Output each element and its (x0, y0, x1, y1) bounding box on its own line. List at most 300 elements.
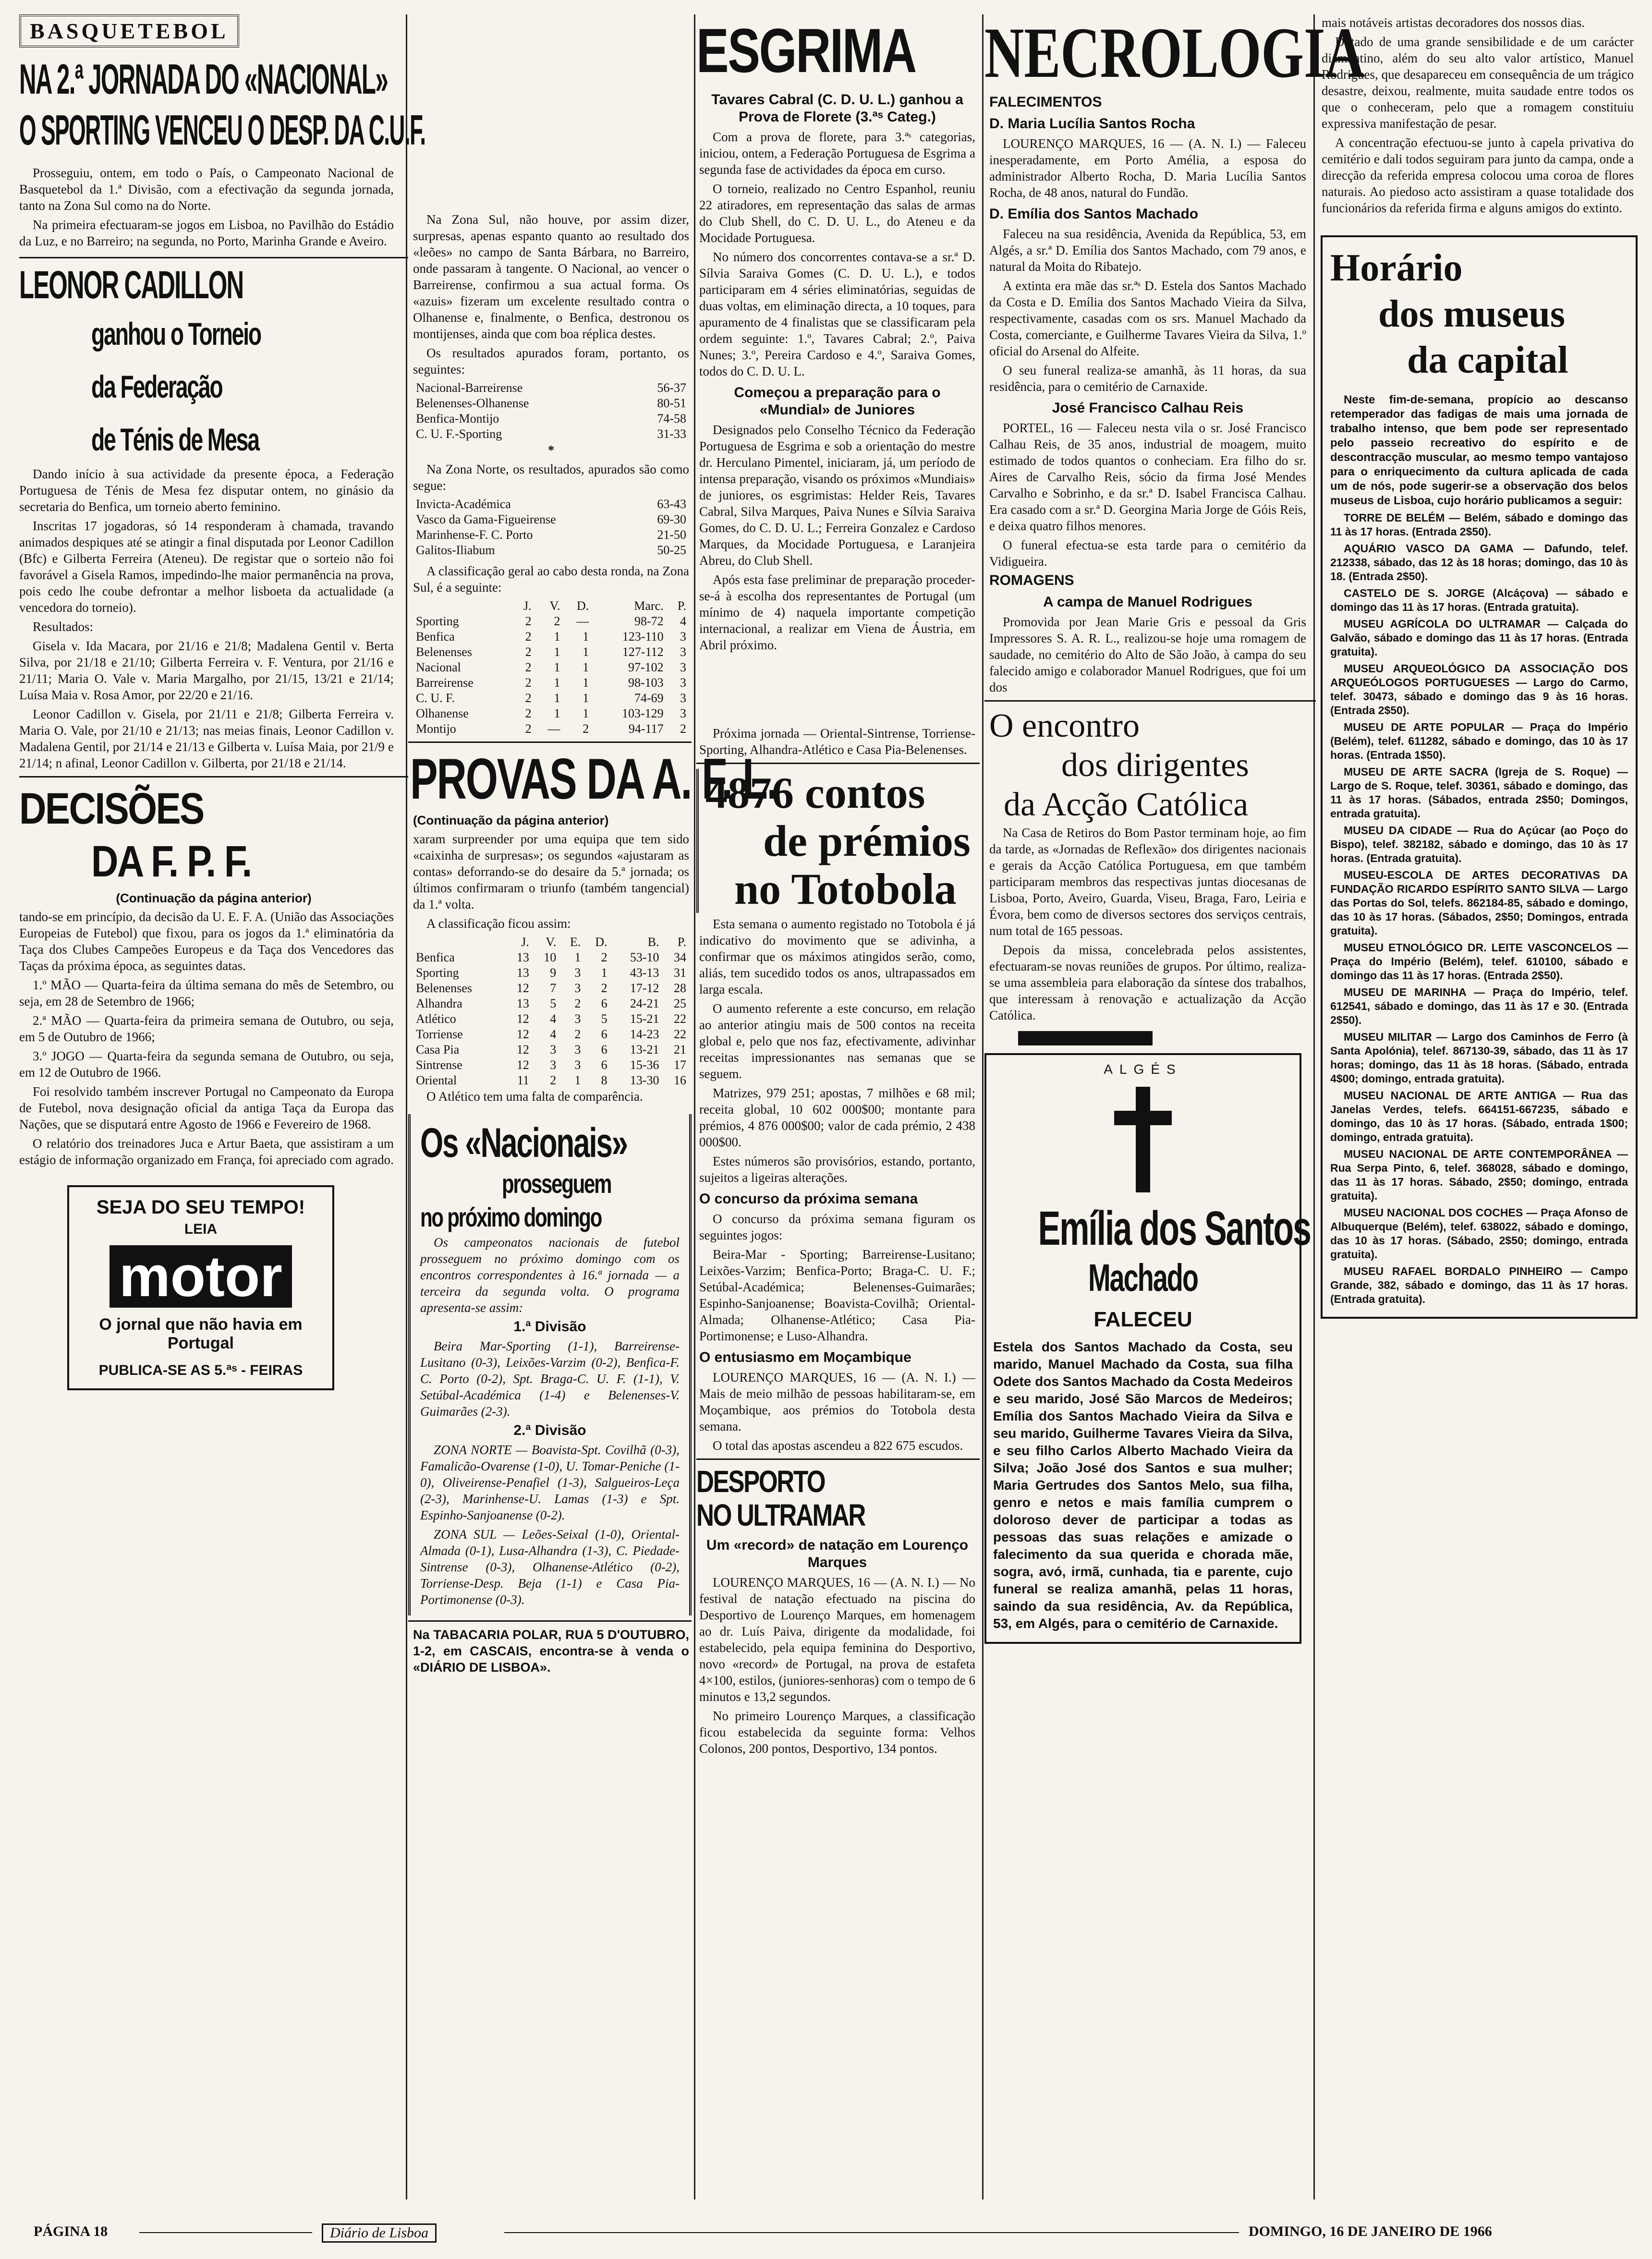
cross-icon (1114, 1087, 1172, 1192)
table-cell: 2 (574, 996, 581, 1010)
article-paragraph: Promovida por Jean Marie Gris e pessoal da Gris Impressores S. A. R. L., realizou-se hoje uma romagem de saudade, no cemitério do Alto de São João, à campa do seu falecido amigo e colaborador Manuel Rodrigues, que foi um dos (989, 615, 1306, 694)
article-paragraph: O funeral efectua-se esta tarde para o cemitério da Vidigueira. (989, 538, 1306, 569)
page-number: PÁGINA 18 (34, 2223, 108, 2239)
article-paragraph: tando-se em princípio, da decisão da U. E. F. A. (União das Associações Europeias de Futebol) que fixou, para os jogos da 1.ª eliminatória da Taça dos Clubes Campeões Europeus e da Taça dos Vencedores das Taças da próxima época, as seguintes datas. (19, 910, 394, 973)
obituary-text: Estela dos Santos Machado da Costa, seu marido, Manuel Machado da Costa, sua filha Odete dos Santos Machado da Costa Medeiros e seu marido, José São Marcos de Medeiros; Emília dos Santos Machado Vieira da Silva e seu marido, Guilherme Tavares Vieira da Silva, e seu filho Carlos Alberto Machado Vieira da Silva; João José dos Santos e sua mulher; Maria Gertrudes dos Santos Melo, sua filha, genro e netos e mais família cumprem o doloroso dever de participar a todas as pessoas das suas relações e amizade o falecimento da sua querida e chorada mãe, sogra, avó, irmã, cunhada, tia e parente, cujo funeral se realiza amanhã, pelas 11 horas, saindo da sua residência, Av. da República, 53, em Algés, para o cemitério de Carnaxide. (993, 1339, 1293, 1631)
tabacaria-notice: Na TABACARIA POLAR, RUA 5 D'OUTUBRO, 1-2, em CASCAIS, encontra-se à venda o «DIÁRIO DE LISBOA». (413, 1627, 689, 1675)
mundial-subhead: Começou a preparação para o «Mundial» de Juniores (734, 385, 941, 418)
match-score: 74-58 (657, 412, 686, 425)
table-cell: 2 (525, 691, 532, 705)
table-cell: 2 (601, 981, 607, 995)
motor-logo: motor (109, 1245, 292, 1308)
article-paragraph: O total das apostas ascendeu a 822 675 escudos. (713, 1438, 963, 1453)
table-cell: 6 (601, 1043, 607, 1057)
romagens-label: ROMAGENS (989, 572, 1074, 588)
article-paragraph: Matrizes, 979 251; apostas, 7 milhões e 68 mil; receita global, 10 602 000$00; montante para prémios, 4 876 000$00; valor de cada prémio, 2 438 000$00. (699, 1086, 975, 1149)
afl-classification-table (413, 935, 689, 1088)
mocambique-subhead: O entusiasmo em Moçambique (699, 1349, 911, 1365)
table-cell: Casa Pia (416, 1043, 460, 1057)
table-cell: 15-21 (630, 1012, 659, 1026)
match-score: 80-51 (657, 396, 686, 410)
obituary-name: D. Maria Lucília Santos Rocha (989, 116, 1195, 132)
result-row (413, 426, 689, 442)
nacionais-subhead: prosseguem (502, 1168, 611, 1199)
result-row (413, 543, 689, 558)
column-museums (1316, 14, 1642, 1319)
table-row (413, 1011, 689, 1027)
article-paragraph: Os campeonatos nacionais de futebol prosseguem no próximo domingo com os encontros correspondentes à 16.ª jornada — a terceira da segunda volta. O programa apresenta-se assim: (420, 1235, 680, 1315)
table-cell: 1 (583, 630, 589, 644)
match-name: Benfica-Montijo (416, 412, 499, 425)
table-cell: Alhandra (416, 996, 462, 1010)
headline-secondary: O SPORTING VENCEU O DESP. DA C.U.F. (19, 106, 425, 154)
museum-entry: MUSEU NACIONAL DE ARTE ANTIGA — Rua das Janelas Verdes, telefs. 664151-667235, sábado e domingo, das 10 às 17 horas. (Sábado, entrada 1$00; domingo, entrada gratuita). (1330, 1089, 1628, 1143)
leonor-subhead: ganhou o Torneio (91, 316, 261, 352)
article-paragraph: 1.º MÃO — Quarta-feira da última semana do mês de Setembro, ou seja, em 28 de Setembro de 1966; (19, 978, 394, 1008)
table-cell: 17-12 (630, 981, 659, 995)
match-name: C. U. F.-Sporting (416, 427, 502, 441)
article-paragraph: A extinta era mãe das sr.ªˢ D. Estela dos Santos Machado da Costa e D. Emília dos Santos Machado Vieira da Silva, respectivamente, casadas com os srs. Manuel Machado da Costa, comerciante, e Guilherme Tavares Vieira da Silva, 1.º oficial do Arsenal do Alfeite. (989, 279, 1306, 358)
natacao-subhead: Um «record» de natação em Lourenço Marques (706, 1537, 969, 1570)
results-table-norte (413, 497, 689, 558)
separator-star: * (547, 443, 555, 457)
table-cell: 3 (574, 1043, 581, 1057)
article-paragraph: ZONA SUL — Leões-Seixal (1-0), Oriental-Almada (0-1), Lusa-Alhandra (1-3), C. Piedade-Sintrense (0-3), Olhanense-Atlético (0-2), Torriense-Desp. Beja (1-1) e Casa Pia-Portimonense (0-3). (420, 1527, 680, 1607)
match-score: 69-30 (657, 512, 686, 526)
table-row (413, 644, 689, 660)
article-paragraph: LOURENÇO MARQUES, 16 — (A. N. I.) — No festival de natação efectuado na piscina do Desportivo de Lourenço Marques, em homenagem ao dr. Luís Paiva, dirigente da modalidade, foi estabelecido, pela equipa feminina do Desportivo, novo «record» de Portugal, na prova de estafeta 4×100, estilos, (juniores-senhoras) com o tempo de 6 minutos e 13,2 segundos. (699, 1575, 975, 1704)
obituary-place: ALGÉS (1104, 1062, 1182, 1077)
match-name: Belenenses-Olhanense (416, 396, 529, 410)
table-cell: 3 (574, 981, 581, 995)
table-cell: Sintrense (416, 1058, 462, 1072)
table-cell: 3 (574, 1058, 581, 1072)
table-cell: 2 (525, 630, 532, 644)
nacionais-headline: Os «Nacionais» (420, 1120, 627, 1166)
table-cell: 13 (516, 966, 529, 980)
article-paragraph: Gisela v. Ida Macara, por 21/16 e 21/8; Madalena Gentil v. Berta Silva, por 21/18 e 21/10; Gilberta Ferreira v. F. Ventura, por 21/16 e 21/11; Maria O. Vale v. Maria Margalho, por 21/15, 13/21 e 21/14; Luísa Maia v. Rosa Amor, por 22/20 e 21/16. (19, 639, 394, 702)
museum-headline: Horário (1330, 247, 1463, 289)
header-cell: V. (549, 599, 560, 613)
table-cell: 3 (680, 706, 686, 720)
table-cell: 103-129 (621, 706, 664, 720)
table-cell: 13-30 (630, 1073, 659, 1087)
table-cell: 12 (516, 1012, 529, 1026)
table-cell: 2 (583, 722, 589, 736)
table-cell: 17 (674, 1058, 686, 1072)
museum-entry: MUSEU ETNOLÓGICO DR. LEITE VASCONCELOS — Praça do Império (Belém), telef. 610100, sábado e domingo das 11 às 17 horas. (Entrada 2$50). (1330, 941, 1628, 982)
header-cell: D. (595, 935, 607, 949)
table-cell: 13 (516, 996, 529, 1010)
header-cell (413, 935, 505, 950)
ad-line: LEIA (184, 1221, 218, 1237)
table-cell: 13 (516, 950, 529, 964)
table-cell: Benfica (416, 630, 455, 644)
article-paragraph: A classificação ficou assim: (426, 916, 571, 931)
table-cell: 6 (601, 1058, 607, 1072)
table-cell: 97-102 (628, 660, 664, 674)
museum-entry: AQUÁRIO VASCO DA GAMA — Dafundo, telef. 212338, sábado, das 12 às 18 horas; domingo, das 10 às 18. (Entrada 2$50). (1330, 542, 1628, 583)
match-name: Galitos-Iliabum (416, 543, 495, 557)
table-cell: 3 (680, 691, 686, 705)
article-paragraph: Com a prova de florete, para 3.ªˢ categorias, iniciou, ontem, a Federação Portuguesa de Esgrima a segunda fase de actividades da época em curso. (699, 130, 975, 177)
museum-entry: MUSEU DE MARINHA — Praça do Império, telef. 612541, sábado e domingo, das 11 às 17 e 30. (Entrada 2$50). (1330, 986, 1628, 1026)
museum-list (1330, 511, 1628, 1306)
article-paragraph: Após esta fase preliminar de preparação proceder-se-á à escolha dos representantes de Portugal (um mínimo de 4) naquela importante competição internacional, a realizar em Viena de Áustria, em Abril próximo. (699, 572, 975, 652)
totobola-headline: no Totobola (734, 864, 957, 913)
table-cell: C. U. F. (416, 691, 455, 705)
table-cell: 4 (550, 1027, 557, 1041)
article-paragraph: PORTEL, 16 — Faleceu nesta vila o sr. José Francisco Calhau Reis, de 35 anos, industrial de moagem, muito estimado de todos quantos o conheciam. Era filho do sr. Aires de Carvalho Reis, sócio da firma José Mendes Carvalho e Sobrinho, e da sr.ª D. Isabel Francisca Calhau. Era casado com a sr.ª D. Georgina Maria Jorge de Góis Reis, e deixa quatro filhos menores. (989, 421, 1306, 533)
table-cell: 3 (680, 660, 686, 674)
table-cell: 6 (601, 1027, 607, 1041)
header-cell: P. (677, 935, 686, 949)
decisoes-headline: DA F. P. F. (91, 837, 251, 886)
column-esgrima (696, 14, 980, 1760)
header-cell: B. (647, 935, 659, 949)
leonor-subhead: de Ténis de Mesa (91, 422, 259, 457)
table-row (413, 660, 689, 675)
table-cell: 7 (550, 981, 557, 995)
match-name: Invicta-Académica (416, 497, 511, 511)
table-cell: 1 (554, 660, 560, 674)
table-row (413, 981, 689, 996)
table-row (413, 1073, 689, 1088)
table-cell: 43-13 (630, 966, 659, 980)
results-table-sul (413, 380, 689, 442)
table-cell: 1 (554, 706, 560, 720)
article-paragraph: Foi resolvido também inscrever Portugal no Campeonato da Europa de Futebol, nova designação oficial da antiga Taça da Europa das Nações, que se disputará entre Agosto de 1966 e Fevereiro de 1968. (19, 1084, 394, 1131)
table-cell: Barreirense (416, 676, 474, 690)
article-paragraph: 3.º JOGO — Quarta-feira da segunda semana de Outubro, ou seja, em 12 de Outubro de 1966. (19, 1049, 394, 1080)
encontro-headline: dos dirigentes (1061, 747, 1249, 784)
table-cell: 1 (583, 660, 589, 674)
table-cell: 74-69 (634, 691, 664, 705)
table-cell: 127-112 (622, 645, 664, 659)
continuation-note: (Continuação da página anterior) (116, 891, 312, 905)
faleceu-label: FALECEU (1093, 1308, 1192, 1331)
table-cell: 1 (583, 676, 589, 690)
table-row (413, 629, 689, 644)
desporto-headline: DESPORTO (696, 1464, 825, 1499)
table-row (413, 1027, 689, 1042)
table-cell: 2 (525, 660, 532, 674)
falecimentos-label: FALECIMENTOS (989, 94, 1102, 110)
museum-entry: MUSEU DE ARTE SACRA (Igreja de S. Roque) — Largo de S. Roque, telef. 30361, sábado e domingo, das 11 às 17 horas. (Sábados, entrada 2$50; Domingos, entrada gratuita). (1330, 765, 1628, 820)
table-cell: 8 (601, 1073, 607, 1087)
header-cell: Marc. (634, 599, 664, 613)
table-row (413, 691, 689, 706)
table-cell: 2 (525, 614, 532, 628)
header-cell: D. (576, 599, 589, 613)
obituary-name: José Francisco Calhau Reis (1052, 400, 1244, 416)
motor-advertisement (67, 1185, 334, 1390)
table-cell: 12 (516, 1043, 529, 1057)
header-cell: V. (546, 935, 557, 949)
table-row (413, 950, 689, 965)
table-cell: Torriense (416, 1027, 463, 1041)
match-score: 50-25 (657, 543, 686, 557)
table-row (413, 965, 689, 981)
table-cell: 28 (674, 981, 686, 995)
table-cell: 13-21 (630, 1043, 659, 1057)
table-cell: 2 (525, 722, 532, 736)
article-paragraph: Resultados: (33, 619, 93, 634)
nacionais-subhead: no próximo domingo (420, 1202, 602, 1232)
table-cell: 1 (583, 691, 589, 705)
table-cell: 2 (525, 676, 532, 690)
leonor-headline: LEONOR CADILLON (19, 263, 243, 307)
article-paragraph: Beira Mar-Sporting (1-1), Barreirense-Lusitano (0-3), Leixões-Varzim (0-2), Benfica-F. C. Porto (0-2), Spt. Braga-C. U. F. (1-1), V. Setúbal-Académica (1-4) e Belenenses-V. Guimarães (2-3). (420, 1339, 680, 1419)
article-paragraph: Dando início à sua actividade da presente época, a Federação Portuguesa de Ténis de Mesa fez disputar ontem, no ginásio da secretaria do Benfica, um torneio aberto feminino. (19, 467, 394, 514)
article-paragraph: A concentração efectuou-se junto à capela privativa do cemitério e dali todos seguiram para junto da campa, onde a direcção da referida empresa colocou uma coroa de flores naturais. Ao piedoso acto assistiram a quase totalidade dos funcionários da referida firma e alguns amigos do extinto. (1322, 135, 1634, 215)
table-cell: — (576, 614, 589, 628)
table-cell: 1 (554, 676, 560, 690)
museum-intro: Neste fim-de-semana, propício ao descanso retemperador das fadigas de mais uma jornada de trabalho intenso, que bem pode ser representado pelo passeio recreativo do espírito e de descontracção muscular, ao mesmo tempo vantajoso para o enriquecimento da cultura aplicada de cada um de nós, pode sugerir-se a observação dos belos museus de Lisboa, cujo horário publicamos a seguir: (1330, 393, 1628, 507)
table-cell: 1 (554, 691, 560, 705)
table-cell: 9 (550, 966, 557, 980)
obituary-notice (984, 1053, 1311, 1644)
result-row (413, 396, 689, 411)
article-paragraph: Na Casa de Retiros do Bom Pastor terminam hoje, ao fim da tarde, as «Jornadas de Reflexão» dos dirigentes nacionais e gerais da Acção Católica Portuguesa, em que também participaram membros das respectivas juntas diocesanas de Lisboa, Porto, Aveiro, Guarda, Viseu, Braga, Faro, Leiria e Évora, bem como de diversos sectores dos serviços centrais, num total de 165 pessoas. (989, 826, 1306, 938)
museum-entry: MUSEU DE ARTE POPULAR — Praça do Império (Belém), telef. 611282, sábado e domingo, das 10 às 17 horas. (Entrada 1$50). (1330, 721, 1628, 761)
article-paragraph: Dotado de uma grande sensibilidade e de um carácter diamantino, além do seu alto valor artístico, Manuel Rodrigues, que desapareceu em consequência de um trágico desastre, deixou, realmente, muita saudade entre todos os que o conheceram, pelo que a romagem constituiu expressiva manifestação de pesar. (1322, 35, 1634, 131)
table-cell: 2 (525, 645, 532, 659)
article-paragraph: No primeiro Lourenço Marques, a classificação ficou estabelecida da seguinte forma: Velhos Colonos, 200 pontos, Desportivo, 134 pontos. (699, 1709, 975, 1756)
table-cell: 3 (680, 645, 686, 659)
table-cell: 12 (516, 1027, 529, 1041)
result-row (413, 411, 689, 426)
table-cell: Oriental (416, 1073, 457, 1087)
table-cell: 123-110 (622, 630, 664, 644)
table-cell: 5 (601, 1012, 607, 1026)
table-cell: 3 (550, 1043, 557, 1057)
article-paragraph: Na Zona Norte, os resultados, apurados são como segue: (413, 462, 689, 493)
table-cell: 25 (674, 996, 686, 1010)
museum-headline: da capital (1407, 339, 1568, 381)
article-paragraph: O relatório dos treinadores Juca e Artur Baeta, que assistiram a um estágio de informação organizado em França, foi apreciado com agrado. (19, 1136, 394, 1167)
table-cell: 1 (554, 630, 560, 644)
table-cell: Nacional (416, 660, 461, 674)
table-cell: 2 (550, 1073, 557, 1087)
classification-table (413, 598, 689, 737)
article-paragraph: Designados pelo Conselho Técnico da Federação Portuguesa de Esgrima e sob a orientação do mestre dr. Herculano Pimentel, iniciaram, já, um período de intensa preparação, visando os próximos «Mundiais» de juniores, os esgrimistas: Helder Reis, Tavares Cabral, Silva Marques, Paiva Nunes e Sílvia Saraiva Gomes, do C. D. U. L.; Ferreira Gonzalez e Cardoso Marques, da Mocidade Portuguesa, e Laranjeira Abreu, do Club Shell. (699, 423, 975, 568)
table-row (413, 996, 689, 1011)
table-cell: 4 (550, 1012, 557, 1026)
match-name: Marinhense-F. C. Porto (416, 528, 533, 542)
museum-entry: CASTELO DE S. JORGE (Alcáçova) — sábado e domingo das 11 às 17 horas. (Entrada gratuita). (1330, 587, 1628, 613)
necrologia-headline: NECROLOGIA (984, 13, 1365, 93)
header-cell: E. (570, 935, 581, 949)
table-cell: 1 (554, 645, 560, 659)
museum-entry: MUSEU NACIONAL DE ARTE CONTEMPORÂNEA — Rua Serpa Pinto, 6, telef. 368028, sábado e domingo, das 11 às 17 horas. Sábado, 2$50; domingo, entrada gratuita). (1330, 1148, 1628, 1202)
table-cell: 11 (517, 1073, 529, 1087)
table-header (413, 598, 689, 614)
table-cell: 98-72 (634, 614, 664, 628)
concurso-subhead: O concurso da próxima semana (699, 1191, 918, 1207)
article-paragraph: Na Zona Sul, não houve, por assim dizer, surpresas, apenas espanto quanto ao resultado dos «leões» no campo de Santa Bárbara, no Barreiro, onde passaram à tangente. O Nacional, ao vencer o Barreirense, confirmou a sua actual forma. Os «azuis» fizeram um excelente resultado contra o Olhanense e, finalmente, o Benfica, destronou os montijenses, ainda que com boa réplica destes. (413, 212, 689, 341)
table-cell: 3 (574, 966, 581, 980)
table-cell: 10 (544, 950, 557, 964)
article-paragraph: Faleceu na sua residência, Avenida da República, 53, em Algés, a sr.ª D. Emília dos Santos Machado, com 79 anos, e natural da Moita do Ribatejo. (989, 227, 1306, 274)
article-paragraph: O torneio, realizado no Centro Espanhol, reuniu 22 atiradores, em representação das salas de armas do Club Shell, do C. D. U. L., do Ateneu e da Mocidade Portuguesa. (699, 182, 975, 245)
table-cell: 31 (674, 966, 686, 980)
article-paragraph: O seu funeral realiza-se amanhã, às 11 horas, da sua residência, para o cemitério de Carnaxide. (989, 363, 1306, 394)
article-paragraph: Leonor Cadillon v. Gisela, por 21/11 e 21/8; Gilberta Ferreira v. Maria O. Vale, por 21/10 e 21/13; nas meias finais, Leonor Cadillon v. Madalena Gentil, por 21/14 e 21/13 e Gilberta v. Luísa Maia, por 21/9 e 21/14; n afinal, Leonor Cadillon v. Gilberta, por 21/18 e 21/14. (19, 707, 394, 770)
table-row (413, 1057, 689, 1073)
obituary-name: D. Emília dos Santos Machado (989, 206, 1199, 222)
afl-headline: PROVAS DA A. F. L. (410, 747, 777, 811)
continuation-note: (Continuação da página anterior) (413, 813, 609, 827)
result-row (413, 512, 689, 527)
header-cell: J. (521, 935, 529, 949)
result-row (413, 497, 689, 512)
table-cell: 5 (550, 996, 557, 1010)
article-paragraph: LOURENÇO MARQUES, 16 — (A. N. I.) — Mais de meio milhão de pessoas habilitaram-se, em Moçambique, aos prémios do Totobola desta semana. (699, 1370, 975, 1433)
article-paragraph: O concurso da próxima semana figuram os seguintes jogos: (699, 1212, 975, 1242)
section-tag: BASQUETEBOL (19, 14, 239, 48)
museum-schedule-box (1321, 235, 1638, 1319)
table-cell: Olhanense (416, 706, 469, 720)
table-cell: Montijo (416, 722, 456, 736)
table-cell: 12 (516, 981, 529, 995)
table-cell: 16 (674, 1073, 686, 1087)
match-score: 56-37 (657, 381, 686, 395)
table-cell: Sporting (416, 966, 459, 980)
article-paragraph: Inscritas 17 jogadoras, só 14 responderam à chamada, travando animados despiques até se atingir a final disputada por Leonor Cadillon (Bfc) e Gilberta Ferreira (Ateneu). De registar que o sorteio não foi favorável a Gisela Ramos, impedindo-lhe maior permanência na prova, pois cedo lhe coube defrontar a melhor lisboeta da actualidade (a vencedora do torneio). (19, 519, 394, 615)
desporto-headline: NO ULTRAMAR (696, 1498, 865, 1532)
article-paragraph: O Atlético tem uma falta de comparência. (426, 1089, 643, 1104)
table-cell: Atlético (416, 1012, 456, 1026)
table-cell: 1 (583, 645, 589, 659)
match-score: 63-43 (657, 497, 686, 511)
article-paragraph: ZONA NORTE — Boavista-Spt. Covilhã (0-3), Famalicão-Ovarense (1-0), U. Tomar-Peniche (1-0), Oliveirense-Penafiel (1-3), Salgueiros-Leça (2-3), Marinhense-U. Lamas (1-3) e Spt. Espinho-Sanjoanense (0-2). (420, 1443, 680, 1522)
article-paragraph: O aumento referente a este concurso, em relação ao anterior atingiu mais de 500 contos na receita global e, pelo que nos faz, efectivamente, adivinhar receitas impressionantes nas semanas que se seguem. (699, 1001, 975, 1081)
ad-line: PUBLICA-SE AS 5.ªˢ - FEIRAS (98, 1362, 303, 1378)
table-row (413, 706, 689, 721)
article-paragraph: Estes números são provisórios, estando, portanto, sujeitos a ligeiras alterações. (699, 1154, 975, 1185)
esgrima-headline: ESGRIMA (696, 15, 916, 85)
column-basketball (19, 14, 425, 1390)
article-paragraph: Prosseguiu, ontem, em todo o País, o Campeonato Nacional de Basquetebol da 1.ª Divisão, com a efectivação da segunda jornada, tanto na Zona Sul como na do Norte. (19, 166, 394, 213)
article-paragraph: No número dos concorrentes contava-se a sr.ª D. Sílvia Saraiva Gomes (C. D. U. L.), e todos participaram em 4 séries eliminatórias, seguidas de duas voltas, em eliminação directa, a 10 toques, para apuramento de 4 finalistas que se classificaram pela ordem seguinte: 1.º, Tavares Cabral; 2.º, Paiva Nunes; 3.º, Pereira Cardoso e 4.º, Saraiva Gomes, todos do C. D. U. L. (699, 250, 975, 378)
result-row (413, 380, 689, 396)
table-cell: — (547, 722, 560, 736)
article-paragraph: mais notáveis artistas decoradores dos nossos dias. (1322, 15, 1585, 30)
article-paragraph: Depois da missa, concelebrada pelos assistentes, efectuaram-se novas reuniões de grupos. Por último, realiza-se uma assembleia para elaboração da síntese dos trabalhos, que interessam à renovação e actualização da Acção Católica. (989, 943, 1306, 1022)
header-cell: J. (523, 599, 532, 613)
museum-entry: TORRE DE BELÉM — Belém, sábado e domingo das 11 às 17 horas. (Entrada 2$50). (1330, 511, 1628, 538)
match-name: Vasco da Gama-Figueirense (416, 512, 556, 526)
article-paragraph: LOURENÇO MARQUES, 16 — (A. N. I.) — Faleceu inesperadamente, em Porto Amélia, a esposa do administrador Alberto Rocha, D. Maria Lucília Santos Rocha, de 48 anos, natural do Fundão. (989, 136, 1306, 200)
table-cell: 2 (525, 706, 532, 720)
decisoes-headline: DECISÕES (19, 784, 204, 833)
table-cell: 3 (550, 1058, 557, 1072)
table-cell: 24-21 (630, 996, 659, 1010)
table-cell: 6 (601, 996, 607, 1010)
encontro-headline: da Acção Católica (1004, 786, 1249, 823)
page-date: DOMINGO, 16 DE JANEIRO DE 1966 (1249, 2223, 1492, 2239)
table-cell: 98-103 (628, 676, 664, 690)
museum-entry: MUSEU-ESCOLA DE ARTES DECORATIVAS DA FUNDAÇÃO RICARDO ESPÍRITO SANTO SILVA — Largo das Portas do Sol, telefs. 862184-85, sábado e domingo, das 10 às 17 horas. (Sábados, 2$50; Domingos, entrada gratuita). (1330, 869, 1628, 937)
article-paragraph: Próxima jornada — Oriental-Sintrense, Torriense-Sporting, Alhandra-Atlético e Casa Pia-Belenenses. (699, 726, 975, 757)
black-bar (1018, 1031, 1153, 1045)
table-cell: Belenenses (416, 981, 472, 995)
article-paragraph: A classificação geral ao cabo desta ronda, na Zona Sul, é a seguinte: (413, 564, 689, 595)
article-paragraph: Beira-Mar - Sporting; Barreirense-Lusitano; Leixões-Varzim; Benfica-Porto; Braga-C. U. F.; Setúbal-Académica; Belenenses-Guimarães; Espinho-Sanjoanense; Boavista-Covilhã; Oriental-Almada; Olhanense-Atlético; Casa Pia-Portimonense; e Luso-Alhandra. (699, 1247, 975, 1343)
article-paragraph: Os resultados apurados foram, portanto, os seguintes: (413, 346, 689, 376)
table-cell: 1 (574, 950, 581, 964)
romagem-subhead: A campa de Manuel Rodrigues (1043, 594, 1252, 610)
match-name: Nacional-Barreirense (416, 381, 523, 395)
table-cell: Sporting (416, 614, 459, 628)
ad-line: O jornal que não havia em Portugal (99, 1315, 303, 1352)
table-cell: Belenenses (416, 645, 472, 659)
obituary-name-large: Machado (1088, 1256, 1198, 1299)
museum-entry: MUSEU DA CIDADE — Rua do Açúcar (ao Poço do Bispo), telef. 382182, sábado e domingo, das 10 às 17 horas. (Entrada gratuita). (1330, 824, 1628, 864)
table-cell: 34 (674, 950, 686, 964)
column-necrologia (984, 13, 1365, 1644)
table-cell: 2 (680, 722, 686, 736)
esgrima-subhead: Tavares Cabral (C. D. U. L.) ganhou a Prova de Florete (3.ªˢ Categ.) (711, 92, 963, 125)
table-cell: 22 (674, 1027, 686, 1041)
table-cell: 53-10 (630, 950, 659, 964)
totobola-headline: de prémios (763, 816, 971, 865)
article-paragraph: Na primeira efectuaram-se jogos em Lisboa, no Pavilhão do Estádio da Luz, e no Barreiro; na segunda, no Porto, Marinha Grande e Aveiro. (19, 218, 394, 248)
museum-entry: MUSEU NACIONAL DOS COCHES — Praça Afonso de Albuquerque (Belém), telef. 638022, sábado e domingo, das 10 às 17 horas. (Sábado, 2$50; domingo, entrada gratuita). (1330, 1206, 1628, 1261)
division-title: 1.ª Divisão (513, 1319, 586, 1335)
museum-entry: MUSEU MILITAR — Largo dos Caminhos de Ferro (à Santa Apolónia), telef. 867130-39, sábado, das 11 às 17 horas; domingo, das 11 às 18 horas. (Sábado, entrada 4$00; domingo, entrada gratuita). (1330, 1031, 1628, 1085)
table-header (413, 935, 689, 950)
table-cell: 1 (574, 1073, 581, 1087)
result-row (413, 527, 689, 543)
article-paragraph: 2.ª MÃO — Quarta-feira da primeira semana de Outubro, ou seja, em 5 de Outubro de 1966; (19, 1013, 394, 1044)
article-paragraph: Esta semana o aumento registado no Totobola é já indicativo do movimento que se adivinha, a confirmar que os máximos atingidos serão, como, aliás, tem sucedido todos os anos, ultrapassados em larga escala. (699, 917, 975, 996)
division-title: 2.ª Divisão (513, 1422, 586, 1438)
page-footer (19, 2223, 1633, 2247)
museum-headline: dos museus (1378, 293, 1566, 335)
table-cell: 1 (583, 706, 589, 720)
table-cell: 3 (680, 630, 686, 644)
table-cell: 2 (554, 614, 560, 628)
table-cell: 21 (674, 1043, 686, 1057)
table-cell: 94-117 (628, 722, 664, 736)
museum-entry: MUSEU ARQUEOLÓGICO DA ASSOCIAÇÃO DOS ARQUEÓLOGOS PORTUGUESES — Largo do Carmo, telef. 30473, sábado e domingo das 9 às 16 horas. (Entrada 2$50). (1330, 662, 1628, 717)
totobola-headline: 4876 contos (705, 768, 925, 817)
table-cell: 1 (601, 966, 607, 980)
table-cell: 3 (574, 1012, 581, 1026)
table-row (413, 721, 689, 737)
leonor-subhead: da Federação (91, 369, 222, 404)
headline-primary: NA 2.ª JORNADA DO «NACIONAL» (19, 55, 388, 103)
table-cell: 14-23 (630, 1027, 659, 1041)
article-paragraph: xaram surpreender por uma equipa que tem sido «caixinha de surpresas»; os segundos «ajustaram as contas» deforrando-se do desaire da 5.ª jornada; os últimos confirmaram o triunfo (também tangencial) da 1.ª volta. (413, 832, 689, 911)
museum-entry: MUSEU AGRÍCOLA DO ULTRAMAR — Calçada do Galvão, sábado e domingo das 11 às 17 horas. (Entrada gratuita). (1330, 618, 1628, 658)
table-cell: Benfica (416, 950, 455, 964)
header-cell: P. (677, 599, 686, 613)
museum-entry: MUSEU RAFAEL BORDALO PINHEIRO — Campo Grande, 382, sábado e domingo, das 11 às 17 horas. (Entrada gratuita). (1330, 1265, 1628, 1305)
table-row (413, 1042, 689, 1057)
table-cell: 3 (680, 676, 686, 690)
table-row (413, 614, 689, 629)
match-score: 31-33 (657, 427, 686, 441)
table-cell: 15-36 (630, 1058, 659, 1072)
table-cell: 22 (674, 1012, 686, 1026)
table-cell: 2 (601, 950, 607, 964)
table-row (413, 675, 689, 691)
table-cell: 12 (516, 1058, 529, 1072)
match-score: 21-50 (657, 528, 686, 542)
